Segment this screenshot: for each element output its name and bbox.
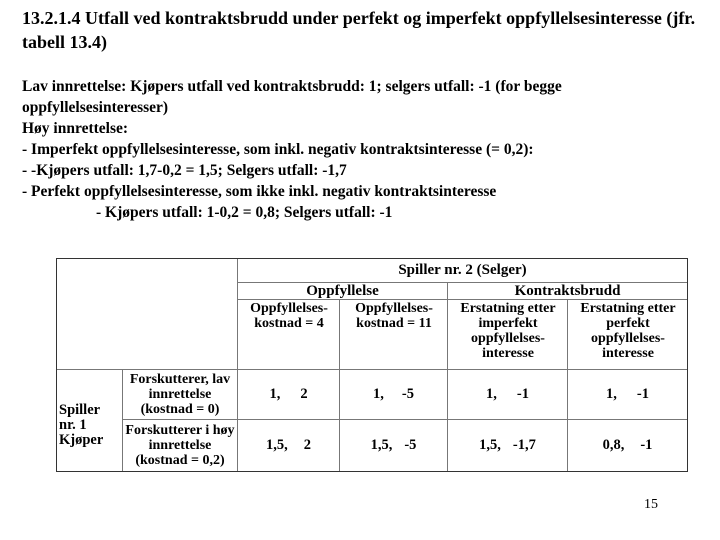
- payoff-cell: [568, 370, 687, 419]
- payoff-seller: 2: [300, 386, 308, 402]
- paragraph-line: - Perfekt oppfyllelsesinteresse, som ikke inkl. negativ kontraktsinteresse: [22, 183, 497, 200]
- payoff-buyer: 1,: [606, 386, 617, 402]
- group-kontraktsbrudd: Kontraktsbrudd: [514, 282, 621, 299]
- paragraph-line: oppfyllelsesinteresser): [22, 99, 169, 116]
- payoff-seller: -5: [401, 386, 414, 402]
- payoff-seller: -1: [516, 386, 529, 402]
- payoff-buyer: 1,5,: [479, 437, 501, 453]
- payoff-seller: -1: [636, 386, 649, 402]
- payoff-seller: -5: [404, 437, 417, 453]
- payoff-buyer: 0,8,: [602, 437, 625, 453]
- body-text: [22, 76, 712, 223]
- payoff-cell: [238, 370, 339, 419]
- page-number: 15: [644, 497, 658, 512]
- payoff-buyer: 1,5,: [370, 437, 393, 453]
- divider: [237, 299, 687, 300]
- payoff-buyer: 1,: [373, 386, 384, 402]
- group-oppfyllelse: Oppfyllelse: [306, 282, 379, 299]
- paragraph-line: - Kjøpers utfall: 1-0,2 = 0,8; Selgers utfall: -1: [96, 204, 393, 221]
- payoff-table: [56, 258, 688, 472]
- payoff-cell: [238, 420, 339, 471]
- paragraph-line: Høy innrettelse:: [22, 120, 129, 137]
- paragraph-line: - -Kjøpers utfall: 1,7-0,2 = 1,5; Selgers utfall: -1,7: [22, 162, 347, 179]
- row-label: Forskutterer, lav innrettelse (kostnad = 0): [129, 372, 231, 417]
- payoff-cell: [448, 370, 567, 419]
- col-header: Oppfyllelses-kostnad = 4: [250, 301, 328, 331]
- payoff-buyer: 1,: [269, 386, 281, 402]
- col-header: Erstatning etter imperfekt oppfyllelses-interesse: [460, 301, 556, 361]
- payoff-buyer: 1,5,: [266, 437, 288, 453]
- payoff-cell: [448, 420, 567, 471]
- player1-label: Spiller nr. 1 Kjøper: [59, 401, 104, 448]
- row-label: Forskutterer i høy innrettelse (kostnad = 0,2): [125, 423, 235, 468]
- payoff-cell: [568, 420, 687, 471]
- payoff-cell: [340, 370, 447, 419]
- payoff-seller: 2: [303, 437, 311, 453]
- payoff-cell: [340, 420, 447, 471]
- paragraph-line: Lav innrettelse: Kjøpers utfall ved kontraktsbrudd: 1; selgers utfall: -1 (for begge: [22, 78, 562, 95]
- col-header: Erstatning etter perfekt oppfyllelses-interesse: [580, 301, 676, 361]
- payoff-seller: -1,7: [512, 437, 536, 453]
- player2-header: Spiller nr. 2 (Selger): [398, 262, 527, 278]
- payoff-buyer: 1,: [486, 386, 497, 402]
- payoff-seller: -1: [640, 437, 653, 453]
- paragraph-line: - Imperfekt oppfyllelsesinteresse, som inkl. negativ kontraktsinteresse (= 0,2):: [22, 141, 534, 158]
- slide-title: 13.2.1.4 Utfall ved kontraktsbrudd under perfekt og imperfekt oppfyllelsesinteresse (jfr. tabell 13.4): [22, 8, 696, 52]
- col-header: Oppfyllelses-kostnad = 11: [355, 301, 433, 331]
